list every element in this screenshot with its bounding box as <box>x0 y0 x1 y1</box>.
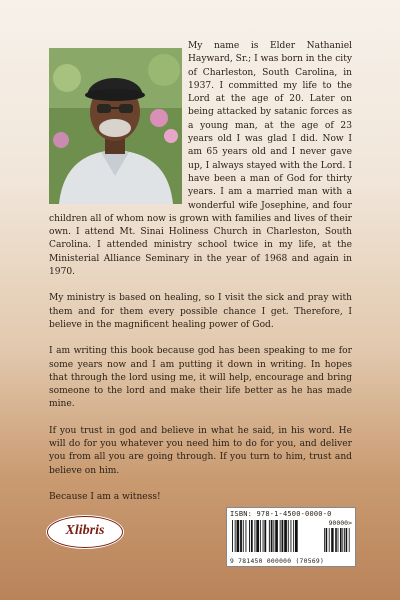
barcode-bars <box>232 520 350 554</box>
isbn-addon-code: 90000> <box>328 519 352 527</box>
isbn-label: ISBN: 978-1-4500-0000-0 <box>230 510 332 518</box>
bio-paragraph-5: Because I am a witness! <box>49 491 161 502</box>
isbn-digits: 9 781450 000000 (70569) <box>230 558 325 565</box>
bio-paragraph-3: I am writing this book because god has been speaking to me for some years now and I am putting it down in writing. In hopes that through the lord using me, it will help, encourage and bring someone to the lord and make their life better as he has made mine. <box>49 346 352 410</box>
author-bio <box>49 40 352 517</box>
bio-paragraph-1: My name is Elder Nathaniel Hayward, Sr.; I was born in the city of Charleston, South Carolina, in 1937. I committed my life to the Lord at the age of 20. Later on being attacked by satanic forces as a young man, at the age of 23 years old I was glad I did. Now I am 65 years old and I never gave up, I always stayed with the Lord. I have been a man of God for thirty years. I am a married man with a wonderful wife Josephine, and four children all of whom now is grown with families and lives of their own. I attend Mt. Sinai Holiness Church in Charleston, South Carolina. I attended ministry school twice in my life, at the Ministerial Alliance Seminary in the year of 1968 and again in 1970. <box>49 41 352 278</box>
photo-text-wrap-spacer <box>49 40 188 208</box>
bio-paragraph-4: If you trust in god and believe in what he said, in his word. He will do for you whatever you need him to do for you, and deliver you from all you are going through. If you turn to him, trust and believe on him. <box>49 425 352 476</box>
bio-paragraph-2: My ministry is based on healing, so I visit the sick and pray with them and for them every possible chance I get. Therefore, I believe in the magnificent healing power of God. <box>49 293 352 330</box>
publisher-logo <box>47 516 123 548</box>
publisher-logo-text: Xlibris <box>65 523 105 538</box>
isbn-barcode-box <box>226 507 356 567</box>
